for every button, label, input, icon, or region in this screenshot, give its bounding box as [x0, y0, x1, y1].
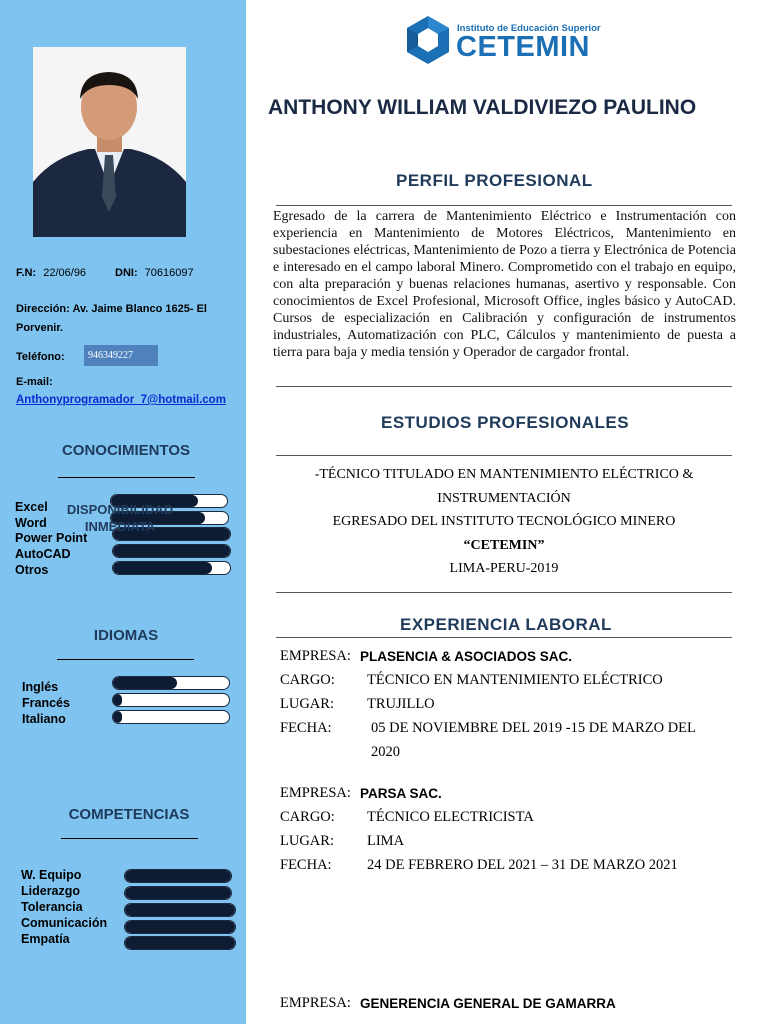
knowledge-label-word: Word [15, 516, 47, 530]
sidebar [0, 0, 246, 1024]
language-bar [112, 710, 230, 724]
studies-line: “CETEMIN” [463, 537, 545, 553]
address-value: Av. Jaime Blanco 1625- El Porvenir. [16, 303, 207, 334]
studies-line: INSTRUMENTACIÓN [437, 490, 571, 506]
competences-title: COMPETENCIAS [68, 806, 190, 823]
competence-bar [124, 869, 232, 883]
knowledge-label-powerpoint: Power Point [15, 531, 88, 545]
job-company: PLASENCIA & ASOCIADOS SAC. [360, 649, 573, 664]
job-role-label: CARGO: [280, 672, 335, 688]
language-label-frances: Francés [22, 696, 70, 710]
divider [276, 455, 732, 456]
competence-bar-fill [125, 937, 235, 949]
job-date-label: FECHA: [280, 720, 332, 736]
address [16, 300, 236, 338]
dni-value: 70616097 [144, 267, 194, 279]
job-date-label: FECHA: [280, 857, 332, 873]
divider [276, 205, 732, 206]
logo-name: CETEMIN [456, 31, 590, 63]
job-company: GENERENCIA GENERAL DE GAMARRA [360, 996, 616, 1011]
competence-bar-fill [125, 904, 235, 916]
birth-date [16, 267, 86, 279]
studies-line: LIMA-PERU-2019 [449, 561, 559, 576]
main-content [246, 0, 768, 1024]
competence-label-empatia: Empatía [21, 932, 70, 946]
competence-bar [124, 903, 236, 917]
studies-line: EGRESADO DEL INSTITUTO TECNOLÓGICO MINERO [332, 514, 676, 529]
language-bar-fill [113, 694, 122, 706]
competence-label-tolerancia: Tolerancia [21, 900, 83, 914]
job-date-continued: 2020 [371, 744, 400, 760]
job-company-label: EMPRESA: [280, 995, 351, 1011]
job-place: LIMA [367, 833, 405, 849]
language-bar-fill [113, 677, 177, 689]
job-date: 05 DE NOVIEMBRE DEL 2019 -15 DE MARZO DEL [371, 720, 696, 736]
knowledge-label-autocad: AutoCAD [15, 547, 71, 561]
job-role-label: CARGO: [280, 809, 335, 825]
studies-title: ESTUDIOS PROFESIONALES [381, 413, 630, 432]
job-company-label: EMPRESA: [280, 785, 351, 801]
competence-bar-fill [125, 887, 231, 899]
job-role: TÉCNICO ELECTRICISTA [367, 809, 534, 825]
divider [57, 659, 194, 660]
divider [58, 477, 195, 478]
languages-title: IDIOMAS [93, 627, 159, 644]
skill-bar-fill [113, 545, 230, 557]
language-bar-fill [113, 711, 122, 723]
language-bar [112, 693, 230, 707]
profile-text: Egresado de la carrera de Mantenimiento Eléctrico e Instrumentación con experiencia en Mantenimiento de Motores Eléctricos, Mantenimiento en subestaciones eléctricas, Mantenimiento de Pozo a tierra y Electrónica de Potencia e interesado en el campo laboral Minero. Comprometido con el trabajo en equipo, con alta preparación y buenas relaciones humanas, asertivo y responsable. Con conocimientos de Excel Profesional, Microsoft Office, ingles básico y AutoCAD. Cursos de especialización en Calibración y configuración de instrumentos industriales, Automatización con PLC, Cálculos y mantenimiento de puesta a tierra para baja y media tensión y Operador de cargador frontal. [273, 209, 736, 360]
competence-label-wequipo: W. Equipo [21, 868, 82, 882]
email-label: E-mail: [16, 376, 53, 388]
divider [276, 637, 732, 638]
competence-label-liderazgo: Liderazgo [21, 884, 81, 898]
dni-label: DNI: [115, 267, 138, 279]
dni [115, 267, 194, 279]
divider [276, 386, 732, 387]
job-company: PARSA SAC. [360, 786, 442, 801]
divider [276, 592, 732, 593]
job-place-label: LUGAR: [280, 696, 334, 712]
competence-bar-fill [125, 870, 231, 882]
competence-bar [124, 886, 232, 900]
language-bar [112, 676, 230, 690]
logo-tagline: Instituto de Educación Superior [457, 23, 601, 34]
skill-bar [112, 561, 231, 575]
address-label: Dirección: [16, 303, 70, 315]
profile-photo [33, 47, 186, 237]
job-place: TRUJILLO [367, 696, 435, 712]
divider [61, 838, 198, 839]
skill-bar [112, 544, 231, 558]
experience-title: EXPERIENCIA LABORAL [400, 615, 612, 634]
birth-date-value: 22/06/96 [43, 267, 87, 279]
profile-title: PERFIL PROFESIONAL [396, 171, 593, 190]
competence-bar [124, 936, 236, 950]
job-company-label: EMPRESA: [280, 648, 351, 664]
skill-bar-fill [113, 562, 212, 574]
cetemin-logo-icon [404, 14, 452, 66]
job-date: 24 DE FEBRERO DEL 2021 – 31 DE MARZO 2021 [367, 857, 678, 873]
language-label-ingles: Inglés [22, 680, 59, 694]
knowledge-label-excel: Excel [15, 500, 48, 514]
job-role: TÉCNICO EN MANTENIMIENTO ELÉCTRICO [367, 672, 663, 688]
person-portrait-icon [33, 47, 186, 237]
email-link[interactable]: Anthonyprogramador_7@hotmail.com [16, 394, 226, 406]
knowledge-label-otros: Otros [15, 563, 49, 577]
job-place-label: LUGAR: [280, 833, 334, 849]
competence-label-comunicacion: Comunicación [21, 916, 108, 930]
studies-line: -TÉCNICO TITULADO EN MANTENIMIENTO ELÉCTRICO & [314, 467, 694, 482]
language-label-italiano: Italiano [22, 712, 66, 726]
availability-text: DISPONIBILIDAD INMEDIATA [66, 502, 174, 534]
studies-block [276, 463, 732, 581]
knowledge-title: CONOCIMIENTOS [61, 442, 191, 459]
phone-label: Teléfono: [16, 351, 65, 363]
person-name: ANTHONY WILLIAM VALDIVIEZO PAULINO [268, 96, 697, 119]
competence-bar [124, 920, 236, 934]
competence-bar-fill [125, 921, 235, 933]
birth-date-label: F.N: [16, 267, 37, 279]
phone-value: 946349227 [84, 345, 158, 366]
